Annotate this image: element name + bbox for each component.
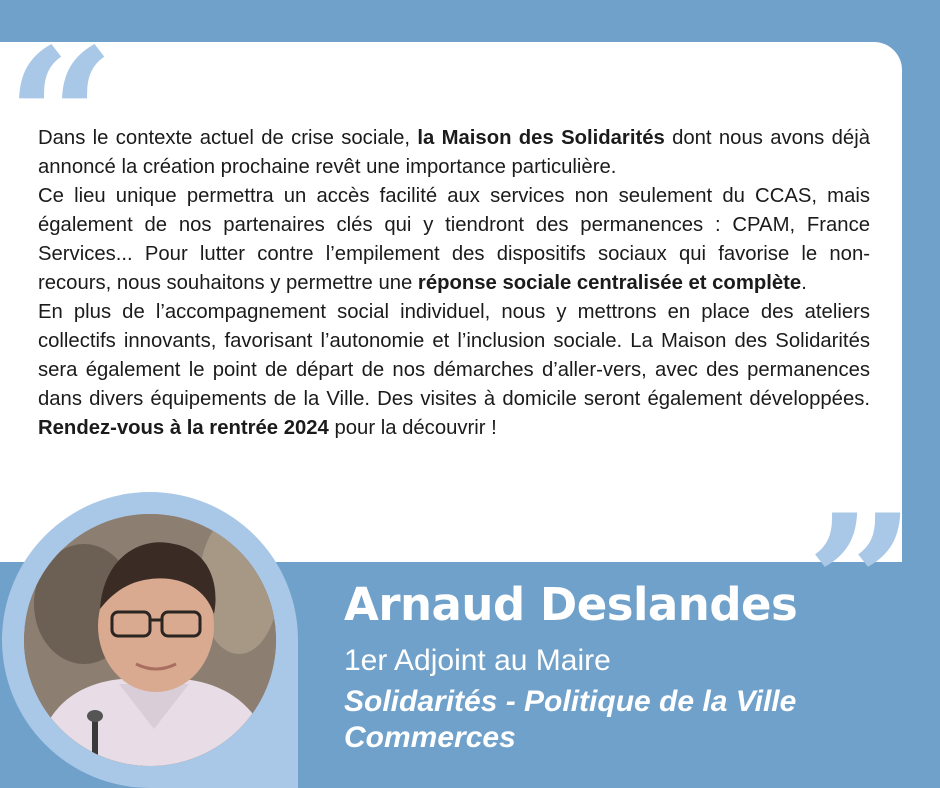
quote-emphasis: Rendez-vous à la rentrée 2024 [38, 417, 329, 439]
quote-run: Dans le contexte actuel de crise sociale, [38, 127, 418, 149]
delegation-line: Commerces [344, 721, 516, 754]
delegation-line: Solidarités - Politique de la Ville [344, 685, 797, 718]
quote-paragraph [38, 124, 870, 182]
quote-run: pour la découvrir ! [328, 417, 497, 439]
person-role: 1er Adjoint au Maire [344, 644, 611, 677]
open-quote-icon: “ [6, 7, 116, 230]
quote-paragraph [38, 182, 870, 298]
portrait-photo [24, 514, 276, 766]
quote-run: . [801, 272, 807, 294]
person-delegations [344, 684, 904, 756]
quote-card [0, 7, 902, 562]
quote-run: dont nous avons déjà annoncé la création prochaine revêt une importance particulière. [38, 127, 870, 178]
quote-emphasis: la Maison des Solidarités [417, 127, 665, 149]
quote-emphasis: réponse sociale centralisée et complète [417, 272, 802, 294]
quote-paragraph [38, 298, 870, 443]
person-name: Arnaud Deslandes [344, 578, 798, 631]
quote-run: Ce lieu unique permettra un accès facilité aux services non seulement du CCAS, mais également de nos partenaires clés qui y tiendront des permanences : CPAM, France Services... Pour lutter contre l’empilement des dispositifs sociaux qui favorise le non-recours, nous souhaitons y permettre une [38, 185, 870, 294]
quote-text [38, 124, 870, 443]
quote-run: En plus de l’accompagnement social individuel, nous y mettrons en place des ateliers collectifs innovants, favorisant l’autonomie et l’inclusion sociale. La Maison des Solidarités sera également le point de départ de nos démarches d’aller-vers, avec des permanences dans divers équipements de la Ville. Des visites à domicile seront également développées. [38, 301, 870, 410]
close-quote-icon: ” [806, 473, 916, 696]
